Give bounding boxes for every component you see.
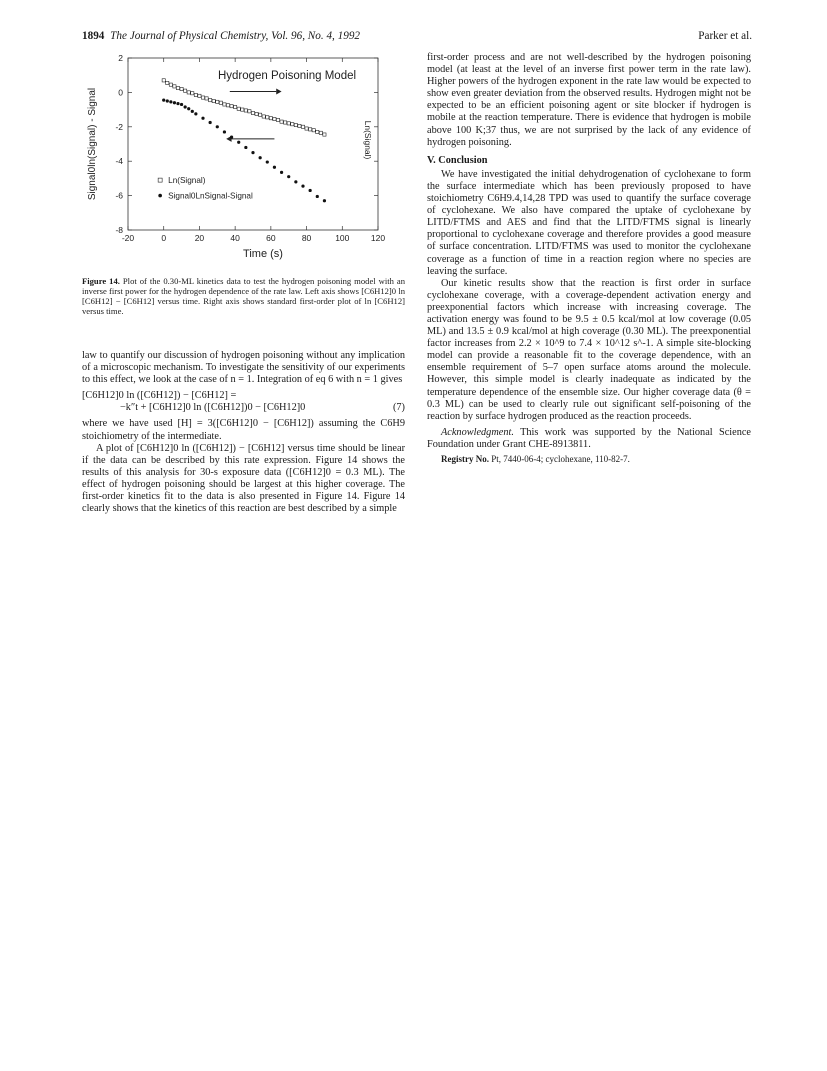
data-point (169, 83, 172, 86)
y-tick-label: -6 (115, 190, 123, 201)
data-point (230, 105, 233, 108)
figure-14 (82, 52, 405, 274)
paragraph: law to quantify our discussion of hydrogen poisoning without any implication of a microscopic mechanism. To investigate the sensitivity of our experiments to this effect, we look at the case of n = 1. Integration of eq 6 with n = 1 gives (82, 350, 405, 386)
x-tick-label: 0 (161, 233, 167, 243)
data-point (259, 113, 262, 116)
paragraph: where we have used [H] = 3([C6H12]0 − [C6H12]) assuming the C6H9 stoichiometry of the intermediate. (82, 418, 405, 442)
y-tick-label: -2 (115, 121, 123, 132)
data-point (234, 105, 237, 108)
paragraph: We have investigated the initial dehydrogenation of cyclohexane to form the surface intermediate which has been previously proposed to have stoichiometry C6H9.4,14,28 TPD was used to quantify the surface coverage of cyclohexane. We also have compared the uptake of cyclohexane by LITD/FTMS and AES and find that the LITD/FTMS signal is linearly proportional to cyclohexane coverage and therefore provides a good measure of surface concentration. LITD/FTMS was used to monitor the cyclohexane coverage as a function of time in a reaction region where no species are leaving the surface. (427, 168, 751, 277)
data-point (191, 110, 194, 113)
data-point (162, 79, 165, 82)
registry-numbers (427, 453, 751, 465)
figure-caption-text: Plot of the 0.30-ML kinetics data to test the hydrogen poisoning model with an inverse first power for the hydrogen dependence of the rate law. Left axis shows [C6H12]0 ln [C6H12] − [C6H12] versus time. Right axis shows standard first-order plot of ln [C6H12] versus time. (82, 276, 405, 316)
data-point (251, 111, 254, 114)
data-point (266, 160, 269, 163)
paragraph: A plot of [C6H12]0 ln ([C6H12]) − [C6H12] versus time should be linear if the data can be described by this rate expression. Figure 14 shows the results of this analysis for 30-s exposure data ([C6H12]0 = 0.3 ML). The effect of hydrogen poisoning should be largest at this higher coverage. The first-order kinetics fit to the data is also presented in Figure 14. Figure 14 clearly shows that the kinetics of this reaction are best described by a simple (82, 442, 405, 515)
data-point (301, 185, 304, 188)
data-point (319, 131, 322, 134)
data-point (223, 130, 226, 133)
legend-entry: Signal0LnSignal-Signal (168, 191, 253, 201)
data-point (212, 99, 215, 102)
y-tick-label: 2 (118, 53, 123, 63)
data-point (187, 91, 190, 94)
x-tick-label: 80 (301, 233, 312, 243)
data-point (309, 189, 312, 192)
data-point (216, 100, 219, 103)
data-point (255, 112, 258, 115)
data-point (162, 99, 165, 102)
registry-text: Pt, 7440-06-4; cyclohexane, 110-82-7. (491, 454, 630, 464)
data-point (241, 108, 244, 111)
equation-number: (7) (392, 402, 405, 414)
data-point (201, 96, 204, 99)
data-point (244, 109, 247, 112)
data-point (287, 175, 290, 178)
data-point (184, 89, 187, 92)
x-tick-label: 60 (266, 233, 276, 243)
data-point (280, 171, 283, 174)
data-point (273, 117, 276, 120)
data-point (216, 125, 219, 128)
data-point (230, 136, 233, 139)
data-point (205, 97, 208, 100)
right-text-column (427, 52, 751, 465)
x-tick-label: 40 (230, 233, 240, 243)
figure-caption (82, 276, 405, 316)
journal-citation: The Journal of Physical Chemistry, Vol. 96, No. 4, 1992 (110, 30, 361, 42)
data-point (191, 92, 194, 95)
data-point (294, 123, 297, 126)
x-tick-label: 20 (194, 233, 205, 243)
data-point (251, 151, 254, 154)
data-point (312, 129, 315, 132)
data-point (316, 195, 319, 198)
data-point (266, 116, 269, 119)
equation-line-2 (82, 402, 405, 414)
data-point (166, 81, 169, 84)
chart-title: Hydrogen Poisoning Model (217, 70, 357, 82)
data-point (262, 115, 265, 118)
data-point (201, 117, 204, 120)
data-point (280, 120, 283, 123)
data-point (298, 124, 301, 127)
data-point (316, 130, 319, 133)
running-authors: Parker et al. (698, 30, 752, 42)
registry-label: Registry No. (441, 454, 489, 464)
legend-entry: Ln(Signal) (168, 176, 206, 186)
x-tick-label: 120 (370, 233, 386, 243)
paragraph: first-order process and are not well-described by the hydrogen poisoning model (at least at the level of an inverse first power term in the rate law). Higher powers of the hydrogen exponent in the rate law would be expected to show even greater deviation from the observed results. Hydrogen might not be expected to be an efficient poisoning agent or site blocker if hydrogen is mobile at the reaction temperature. There is evidence that hydrogen is mobile above 100 K;37 thus, we are not surprised by the lack of any evidence of hydrogen poisoning. (427, 52, 751, 148)
data-point (173, 101, 176, 104)
data-point (323, 133, 326, 136)
data-point (284, 121, 287, 124)
x-axis-label: Time (s) (243, 248, 283, 260)
data-point (309, 128, 312, 131)
y-axis-label: Signal0ln(Signal) - Signal (87, 87, 98, 201)
data-point (198, 94, 201, 97)
right-axis-label: Ln(Signal) (363, 120, 373, 160)
data-point (223, 103, 226, 106)
data-point (269, 117, 272, 120)
data-point (194, 112, 197, 115)
acknowledgment-text: This work was supported by the National Science Foundation under Grant CHE-8913811. (427, 426, 751, 450)
x-tick-label: -20 (121, 233, 135, 243)
equation-7 (82, 390, 405, 414)
data-point (180, 103, 183, 106)
figure-caption-label: Figure 14. (82, 276, 120, 286)
data-point (169, 100, 172, 103)
data-point (276, 118, 279, 121)
data-point (237, 141, 240, 144)
data-point (166, 99, 169, 102)
acknowledgment-label: Acknowledgment. (441, 426, 514, 438)
legend-swatch (158, 178, 162, 182)
data-point (209, 99, 212, 102)
data-point (259, 156, 262, 159)
data-point (176, 102, 179, 105)
equation-line-2-body: −k″t + [C6H12]0 ln ([C6H12])0 − [C6H12]0 (120, 402, 306, 414)
data-point (173, 85, 176, 88)
data-point (219, 101, 222, 104)
data-point (301, 125, 304, 128)
page-number: 1894 (82, 30, 105, 42)
data-point (209, 121, 212, 124)
paragraph: Our kinetic results show that the reaction is first order in surface cyclohexane coverage, with a coverage-dependent activation energy and preexponential factors which increase with increasing coverage. The activation energy was found to be 9.5 ± 0.5 kcal/mol at low coverage (0.05 ML) and 13.5 ± 0.9 kcal/mol at high coverage (0.30 ML). The preexponential factor increases from 2.2 × 10^9 to 7.4 × 10^12 s^-1. A simple site-blocking model can provide a reasonable fit to the coverage dependence, with an ensemble requirement of 5–7 open surface atoms around the molecule. However, this simple model is clearly inadequate as indicated by the temperature dependence of the ensemble size. Our higher coverage data (θ = 0.3 ML) can be used to clearly rule out significant self-poisoning of the reaction by surface hydrogen produced as the reaction proceeds. (427, 277, 751, 422)
data-point (287, 122, 290, 125)
data-point (184, 105, 187, 108)
data-point (237, 107, 240, 110)
x-tick-label: 100 (335, 233, 350, 243)
data-point (273, 166, 276, 169)
data-point (176, 87, 179, 90)
data-point (226, 104, 229, 107)
data-point (180, 87, 183, 90)
running-head (82, 30, 752, 46)
data-point (323, 199, 326, 202)
data-point (194, 93, 197, 96)
data-point (294, 180, 297, 183)
y-tick-label: -8 (115, 225, 123, 235)
y-tick-label: 0 (118, 87, 123, 98)
data-point (244, 146, 247, 149)
left-text-column (82, 350, 405, 515)
data-point (305, 127, 308, 130)
arrow-right-head (276, 89, 281, 95)
y-tick-label: -4 (115, 156, 123, 167)
data-point (291, 123, 294, 126)
legend-swatch (158, 194, 162, 198)
hydrogen-poisoning-chart (82, 52, 405, 274)
data-point (187, 107, 190, 110)
data-point (248, 110, 251, 113)
section-heading: V. Conclusion (427, 154, 488, 166)
acknowledgment (427, 427, 751, 451)
equation-line-1: [C6H12]0 ln ([C6H12]) − [C6H12] = (82, 390, 237, 402)
